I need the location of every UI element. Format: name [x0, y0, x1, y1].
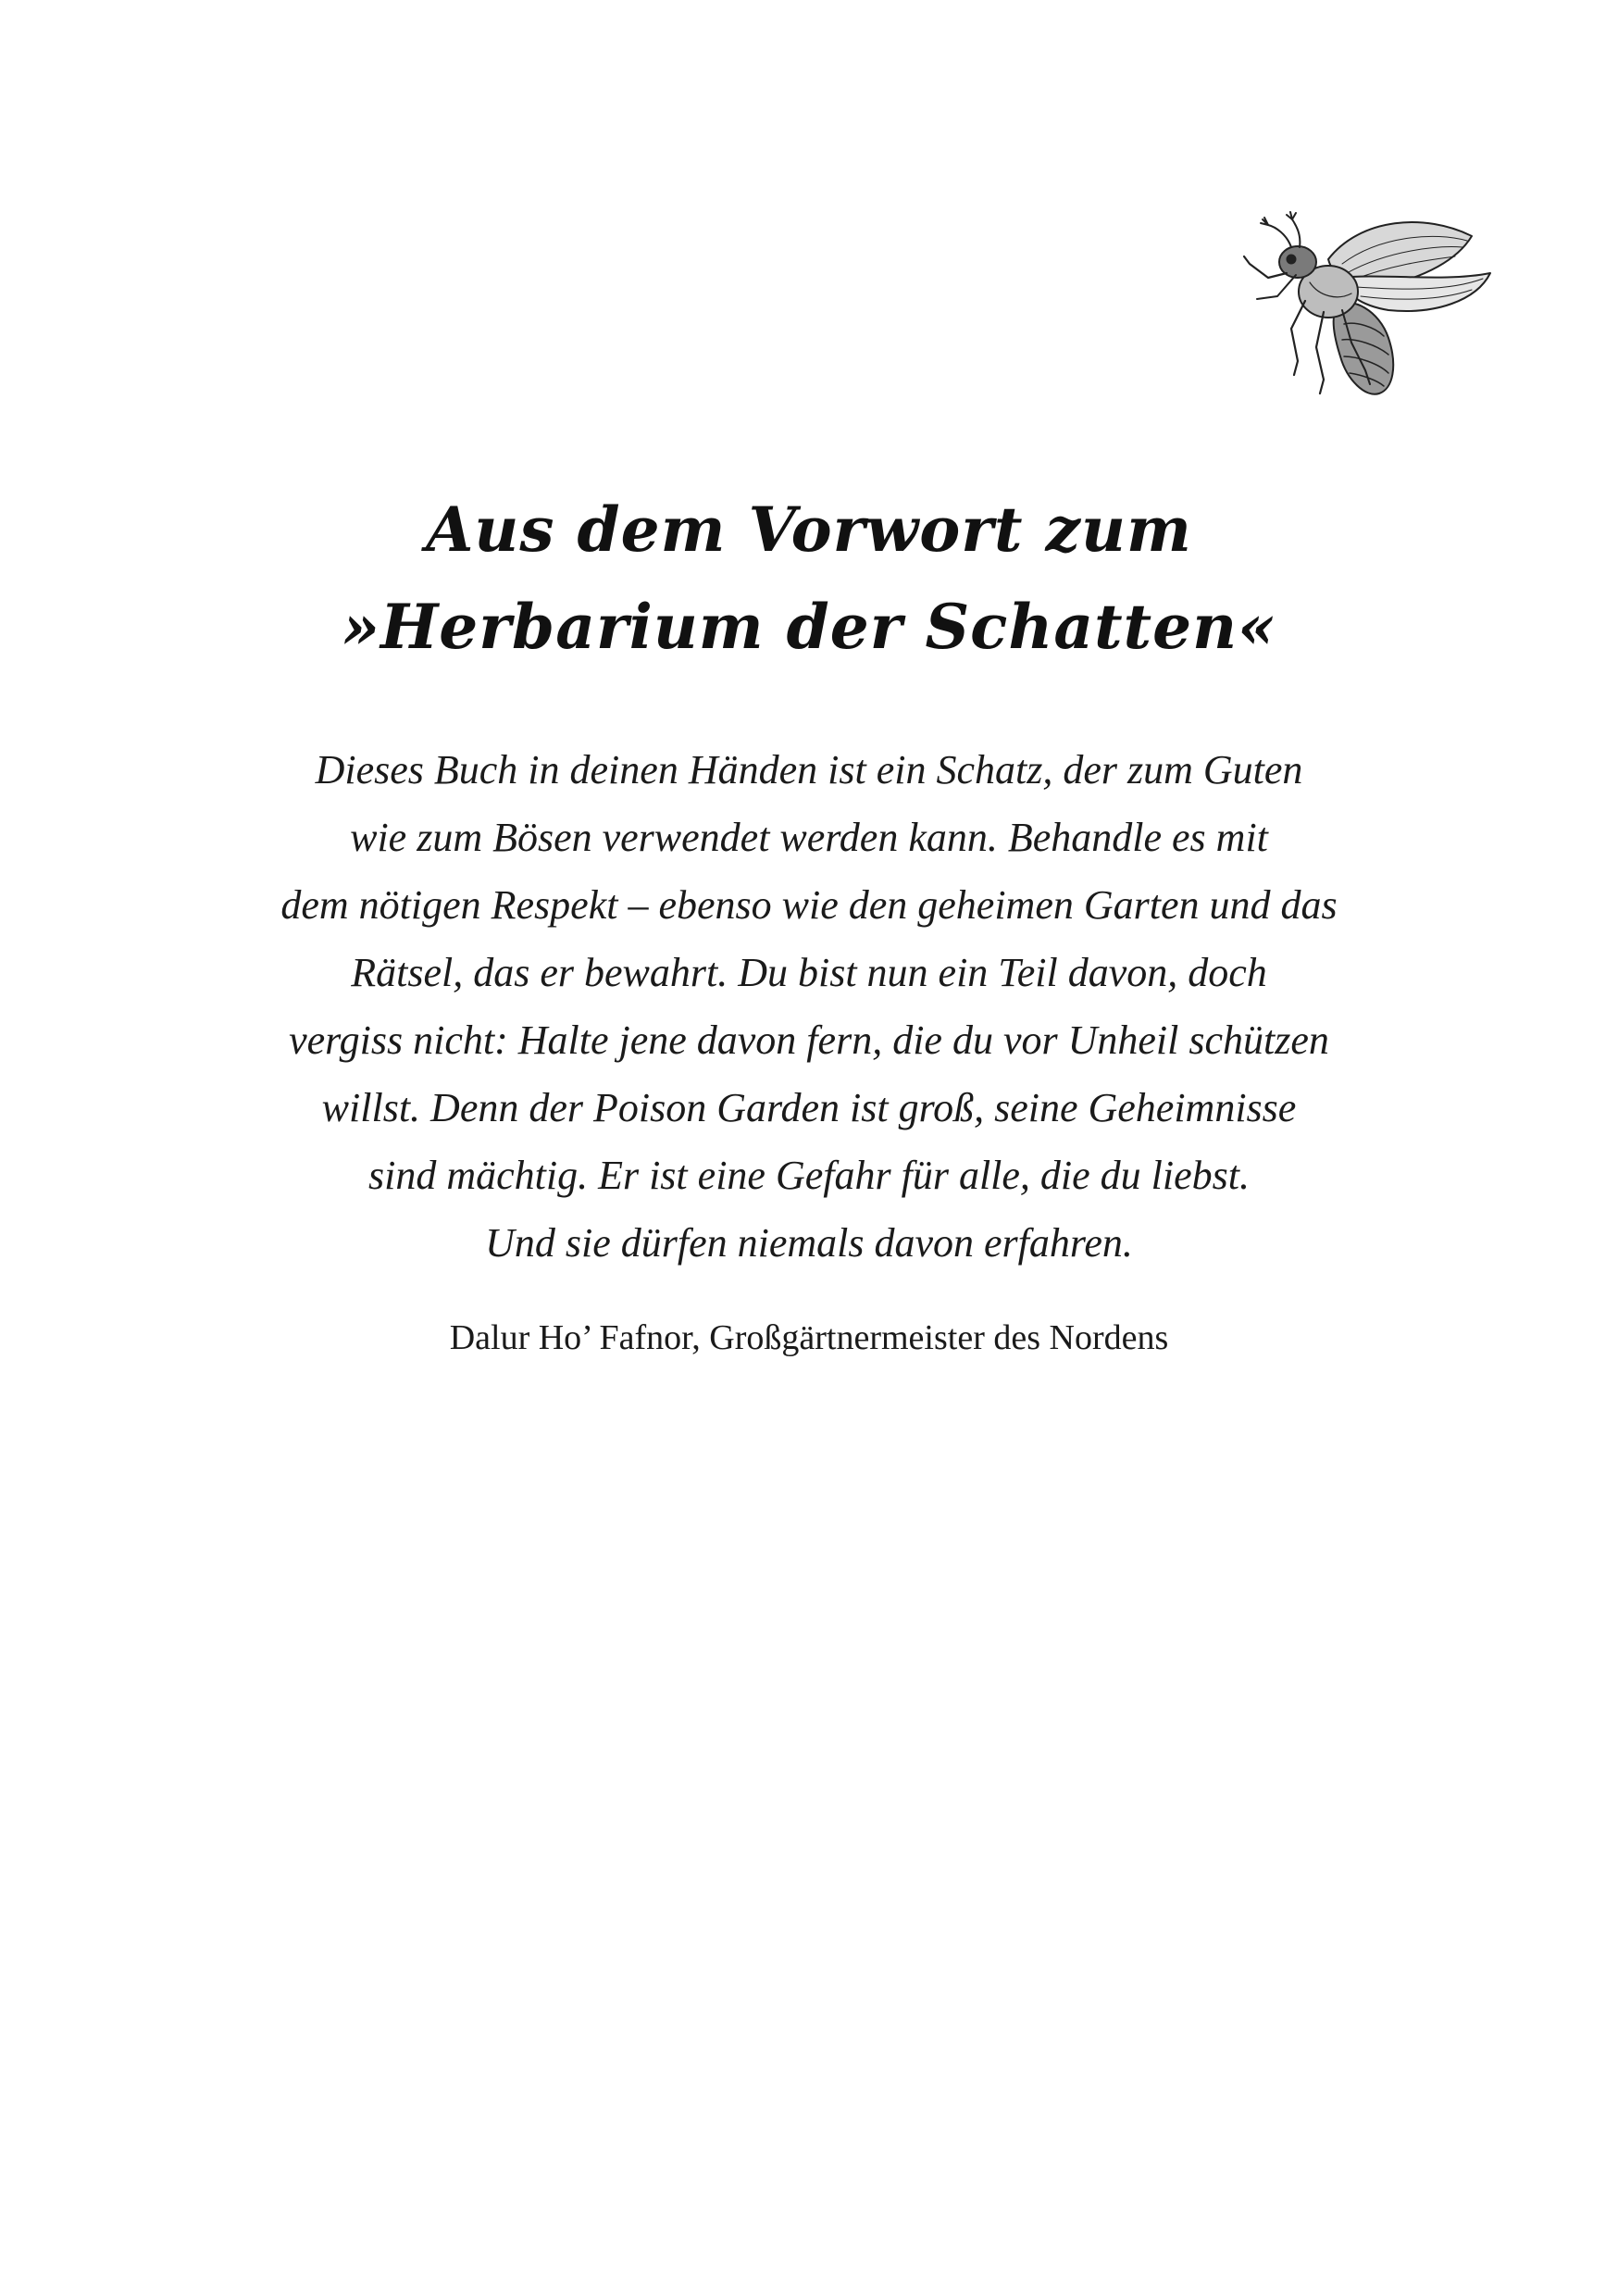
quote-attribution: Dalur Ho’ Fafnor, Großgärtnermeister des Nordens [449, 1318, 1169, 1357]
preface-quote [0, 736, 1618, 1277]
quote-line: willst. Denn der Poison Garden ist groß, seine Geheimnisse [321, 1085, 1297, 1130]
quote-line: dem nötigen Respekt – ebenso wie den geheimen Garten und das [280, 882, 1338, 928]
heading-line-2: »Herbarium der Schatten« [341, 591, 1277, 663]
quote-line: Dieses Buch in deinen Händen ist ein Schatz, der zum Guten [315, 747, 1303, 792]
heading-line-1: Aus dem Vorwort zum [426, 493, 1192, 566]
quote-line: Und sie dürfen niemals davon erfahren. [485, 1220, 1133, 1266]
quote-line: sind mächtig. Er ist eine Gefahr für alle, die du liebst. [367, 1153, 1250, 1198]
quote-line: Rätsel, das er bewahrt. Du bist nun ein Teil davon, doch [351, 950, 1267, 995]
beetle-icon [1240, 208, 1500, 417]
page-heading [0, 481, 1618, 676]
quote-line: wie zum Bösen verwendet werden kann. Behandle es mit [350, 815, 1268, 860]
quote-line: vergiss nicht: Halte jene davon fern, die du vor Unheil schützen [289, 1017, 1329, 1063]
